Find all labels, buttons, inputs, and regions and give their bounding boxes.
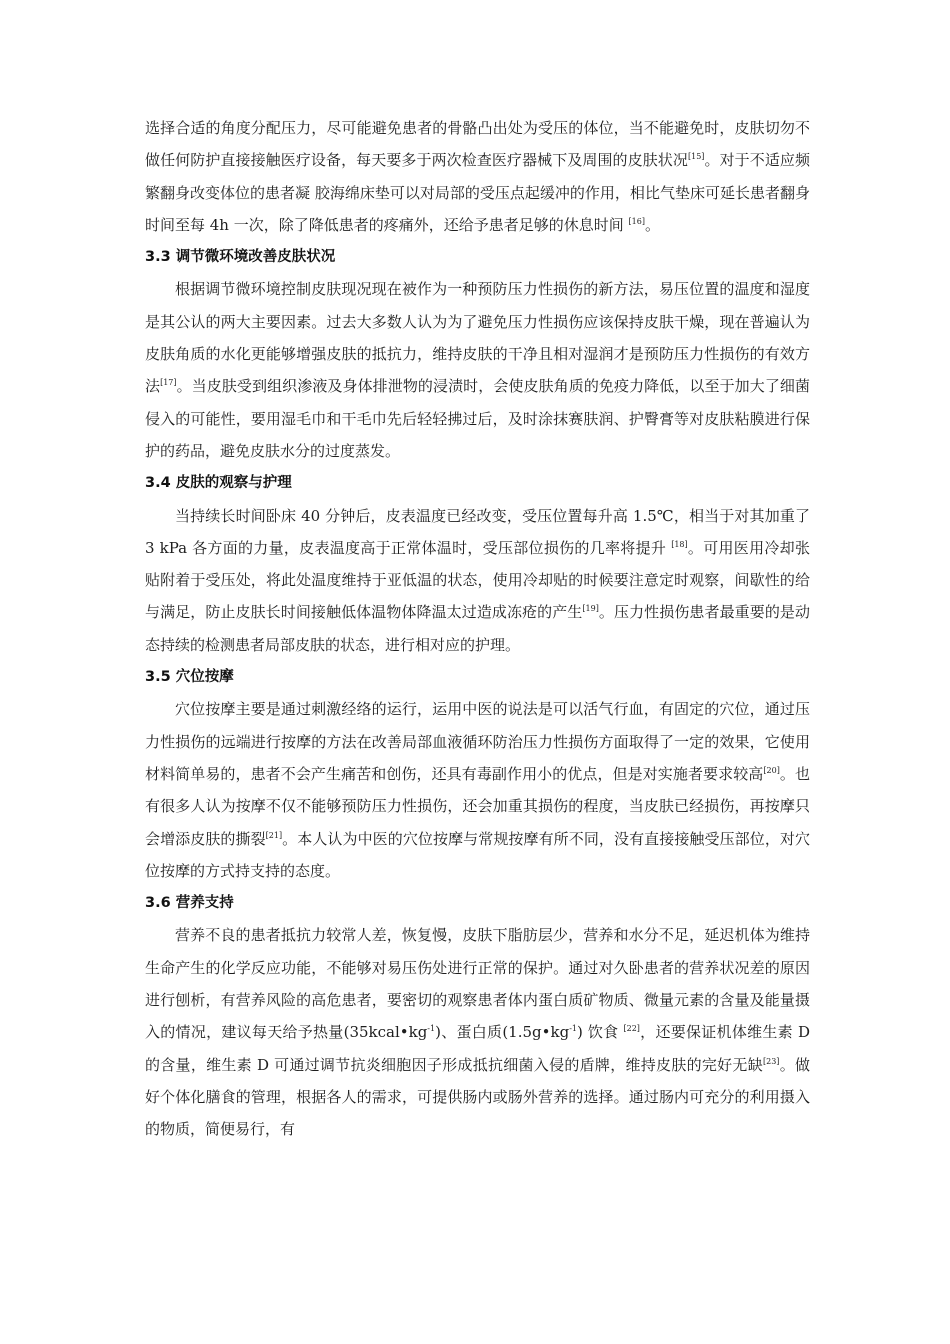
paragraph-text: 。本人认为中医的穴位按摩与常规按摩有所不同，没有直接接触受压部位，对穴位按摩的方式持支持的态度。	[145, 829, 810, 880]
paragraph-text: 。可用医用冷却张贴附着于受压处，将此处温度维持于亚低温的状态，使用冷却贴的时候要注意定时观察，间歇性的给与满足，防止皮肤长时间接触低体温物体降温太过造成冻疮的产生	[145, 538, 810, 622]
document-body	[145, 112, 810, 1146]
paragraph-text: 选择合适的角度分配压力，尽可能避免患者的骨骼凸出处为受压的体位，当不能避免时，皮肤切勿不做任何防护直接接触医疗设备，每天要多于两次检查医疗器械下及周围的皮肤状况	[145, 119, 810, 170]
citation-superscript: -1	[427, 1024, 436, 1034]
paragraph-text: 。对于不适应频繁翻身改变体位的患者凝 胶海绵床垫可以对局部的受压点起缓冲的作用，相比气垫床可延长患者翻身时间至每 4h 一次，除了降低患者的疼痛外，还给予患者足够的休息时间	[145, 151, 810, 234]
paragraph-text: 。	[644, 215, 660, 234]
section-heading: 3.5 穴位按摩	[145, 669, 234, 686]
body-paragraph	[145, 273, 810, 467]
section-heading: 3.6 营养支持	[145, 895, 234, 912]
paragraph-text: )、蛋白质(1.5g•kg	[435, 1023, 570, 1042]
body-paragraph	[145, 500, 810, 661]
citation-superscript: [18]	[671, 539, 688, 549]
paragraph-text: ，还要保证机体维生素 D 的含量，维生素 D 可通过调节抗炎细胞因子形成抵抗细菌入侵的盾牌，维持皮肤的完好无缺	[145, 1023, 811, 1074]
citation-superscript: [16]	[628, 216, 645, 226]
paragraph-text: 穴位按摩主要是通过刺激经络的运行，运用中医的说法是可以活气行血，有固定的穴位，通过压力性损伤的远端进行按摩的方法在改善局部血液循环防治压力性损伤方面取得了一定的效果，它使用材料简单易的，患者不会产生痛苦和创伤，还具有毒副作用小的优点，但是对实施者要求较高	[145, 700, 810, 783]
citation-superscript: [15]	[687, 152, 705, 162]
body-paragraph	[145, 693, 810, 887]
paragraph-text: 根据调节微环境控制皮肤现况现在被作为一种预防压力性损伤的新方法，易压位置的温度和湿度是其公认的两大主要因素。过去大多数人认为为了避免压力性损伤应该保持皮肤干燥，现在普遍认为皮肤角质的水化更能够增强皮肤的抵抗力，维持皮肤的干净且相对湿润才是预防压力性损伤的有效方法	[145, 280, 810, 396]
paragraph-text: 。当皮肤受到组织渗液及身体排泄物的浸渍时，会使皮肤角质的免疫力降低，以至于加大了细菌侵入的可能性，要用湿毛巾和干毛巾先后轻轻拂过后，及时涂抹赛肤润、护臀膏等对皮肤粘膜进行保护的药品，避免皮肤水分的过度蒸发。	[145, 377, 810, 460]
citation-superscript: -1	[569, 1024, 577, 1034]
body-paragraph	[145, 919, 810, 1145]
body-paragraph	[145, 112, 810, 241]
section-heading: 3.4 皮肤的观察与护理	[145, 475, 292, 492]
paragraph-text: ) 饮食	[576, 1023, 624, 1042]
citation-superscript: [20]	[763, 765, 780, 775]
citation-superscript: [21]	[265, 830, 283, 840]
paragraph-text: 。也有很多人认为按摩不仅不能够预防压力性损伤，还会加重其损伤的程度，当皮肤已经损伤，再按摩只会增添皮肤的撕裂	[145, 764, 810, 848]
section-heading: 3.3 调节微环境改善皮肤状况	[145, 249, 336, 266]
citation-superscript: [17]	[160, 378, 177, 388]
paragraph-text: 当持续长时间卧床 40 分钟后，皮表温度已经改变，受压位置每升高 1.5℃，相当于对其加重了 3 kPa 各方面的力量，皮表温度高于正常体温时，受压部位损伤的几率将提升	[145, 506, 810, 557]
citation-superscript: [19]	[582, 604, 599, 614]
paragraph-text: 。做好个体化膳食的管理，根据各人的需求，可提供肠内或肠外营养的选择。通过肠内可充分的利用摄入的物质，简便易行，有	[145, 1055, 810, 1139]
paragraph-text: 营养不良的患者抵抗力较常人差，恢复慢，皮肤下脂肪层少，营养和水分不足，延迟机体为维持生命产生的化学反应功能，不能够对易压伤处进行正常的保护。通过对久卧患者的营养状况差的原因进行刨析，有营养风险的高危患者，要密切的观察患者体内蛋白质矿物质、微量元素的含量及能量摄入的情况，建议每天给予热量(35kcal•kg	[145, 926, 810, 1042]
citation-superscript: [22]	[623, 1024, 640, 1034]
paragraph-text: 。压力性损伤患者最重要的是动态持续的检测患者局部皮肤的状态，进行相对应的护理。	[145, 603, 810, 654]
citation-superscript: [23]	[763, 1056, 780, 1066]
